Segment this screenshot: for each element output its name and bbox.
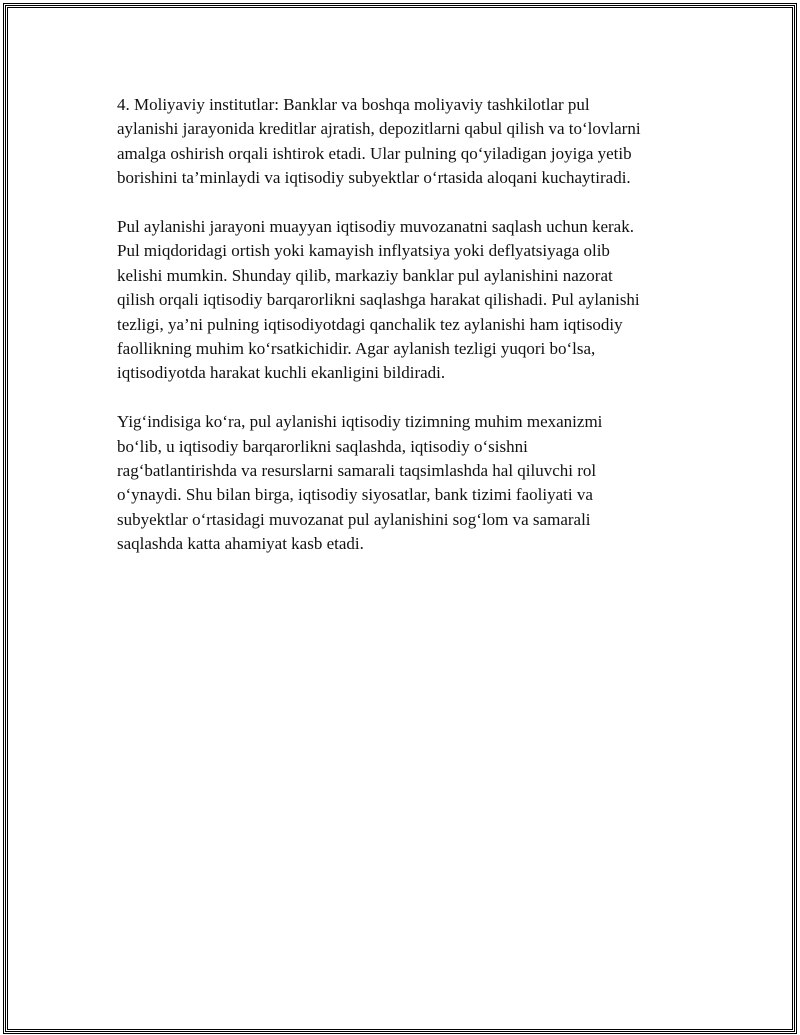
text-line: Yig‘indisiga ko‘ra, pul aylanishi iqtisodiy tizimning muhim mexanizmi	[117, 412, 603, 432]
text-line: Pul miqdoridagi ortish yoki kamayish inflyatsiya yoki deflyatsiyaga olib	[117, 241, 610, 261]
text-line: bo‘lib, u iqtisodiy barqarorlikni saqlashda, iqtisodiy o‘sishni	[117, 436, 528, 456]
text-line: saqlashda katta ahamiyat kasb etadi.	[117, 534, 364, 554]
text-line: subyektlar o‘rtasidagi muvozanat pul aylanishini sog‘lom va samarali	[117, 509, 591, 529]
text-line: kelishi mumkin. Shunday qilib, markaziy banklar pul aylanishini nazorat	[117, 265, 613, 285]
text-line: aylanishi jarayonida kreditlar ajratish, depozitlarni qabul qilish va to‘lovlarni	[117, 119, 641, 139]
text-line: rag‘batlantirishda va resurslarni samarali taqsimlashda hal qiluvchi rol	[117, 461, 597, 481]
text-line: amalga oshirish orqali ishtirok etadi. Ular pulning qo‘yiladigan joyiga yetib	[117, 143, 632, 163]
text-line: faollikning muhim ko‘rsatkichidir. Agar aylanish tezligi yuqori bo‘lsa,	[117, 339, 596, 359]
paragraph-financial-institutions	[117, 93, 697, 191]
text-line: o‘ynaydi. Shu bilan birga, iqtisodiy siyosatlar, bank tizimi faoliyati va	[117, 485, 593, 505]
text-line: tezligi, ya’ni pulning iqtisodiyotdagi qanchalik tez aylanishi ham iqtisodiy	[117, 314, 623, 334]
text-line: 4. Moliyaviy institutlar: Banklar va boshqa moliyaviy tashkilotlar pul	[117, 95, 590, 114]
paragraph-money-circulation-balance	[117, 215, 697, 386]
text-line: borishini ta’minlaydi va iqtisodiy subyektlar o‘rtasida aloqani kuchaytiradi.	[117, 168, 631, 188]
document-body	[117, 93, 697, 581]
text-line: qilish orqali iqtisodiy barqarorlikni saqlashga harakat qilishadi. Pul aylanishi	[117, 290, 640, 310]
text-line: iqtisodiyotda harakat kuchli ekanligini bildiradi.	[117, 363, 446, 383]
paragraph-conclusion	[117, 410, 697, 556]
text-line: Pul aylanishi jarayoni muayyan iqtisodiy muvozanatni saqlash uchun kerak.	[117, 217, 634, 237]
